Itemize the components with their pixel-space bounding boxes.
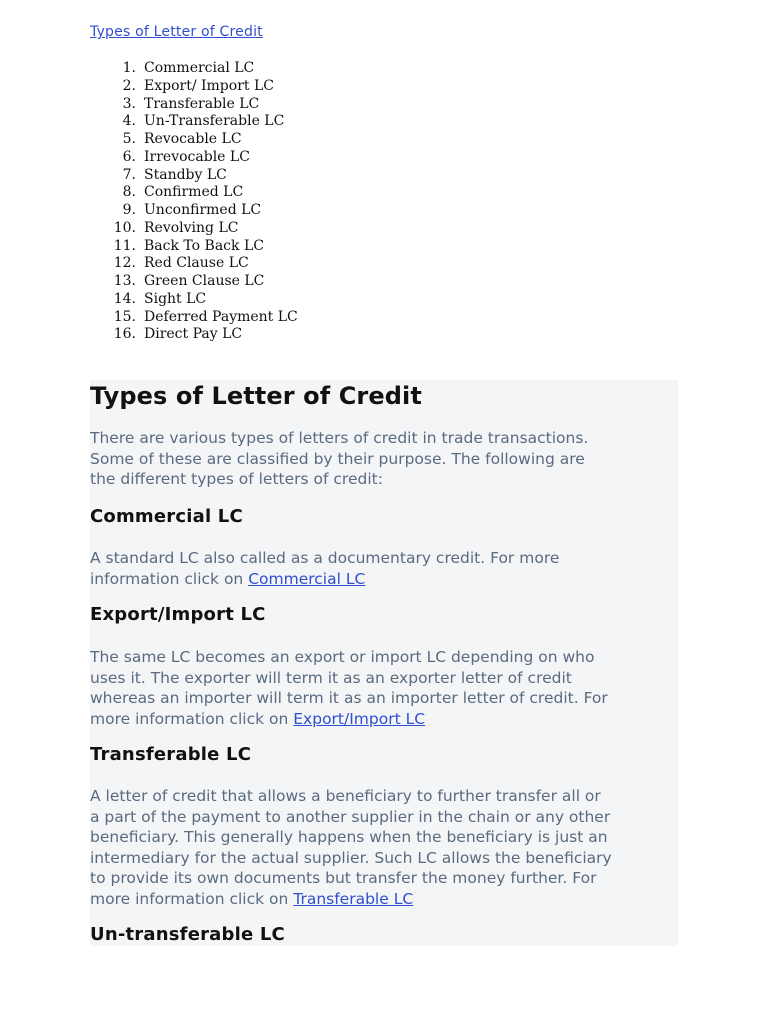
- toc-number: 13 .: [104, 273, 136, 291]
- section-paragraph-transferable-lc: [90, 786, 678, 909]
- toc-item-label: Commercial LC: [144, 60, 255, 76]
- toc-item-label: Un-Transferable LC: [144, 113, 285, 130]
- toc-item[interactable]: [104, 113, 298, 131]
- toc-item[interactable]: [104, 131, 298, 149]
- toc-item-label: Export/ Import LC: [144, 77, 274, 94]
- toc-item[interactable]: [104, 326, 298, 344]
- section-heading-export-import-lc: Export/Import LC: [90, 604, 266, 625]
- toc-item-label: Red Clause LC: [144, 255, 249, 272]
- toc-item-label: Unconfirmed LC: [144, 202, 262, 218]
- toc-number: 4 .: [104, 113, 136, 131]
- toc-item[interactable]: [104, 184, 298, 202]
- toc-item-label: Back To Back LC: [144, 237, 264, 254]
- toc-item[interactable]: [104, 202, 298, 220]
- toc-number: 7 .: [104, 167, 136, 185]
- paragraph-line: intermediary for the actual supplier. Such LC allows the beneficiary: [90, 848, 612, 867]
- intro-line: Some of these are classified by their purpose. The following are: [90, 449, 585, 468]
- paragraph-line: The same LC becomes an export or import LC depending on who: [90, 648, 595, 666]
- toc-item-label: Direct Pay LC: [144, 326, 243, 343]
- top-link-types-of-lc[interactable]: Types of Letter of Credit: [90, 24, 263, 40]
- paragraph-line: A letter of credit that allows a beneficiary to further transfer all or: [90, 787, 601, 805]
- toc-number: 9 .: [104, 202, 136, 220]
- toc-item-label: Standby LC: [144, 166, 227, 183]
- toc-number: 1 .: [104, 60, 136, 78]
- paragraph-line: a part of the payment to another supplier in the chain or any other: [90, 807, 611, 826]
- toc-item-label: Revocable LC: [144, 131, 242, 147]
- paragraph-line: more information click on: [90, 889, 294, 908]
- paragraph-line: more information click on: [90, 709, 294, 728]
- toc-item[interactable]: [104, 220, 298, 238]
- toc-item-label: Transferable LC: [144, 95, 260, 112]
- toc-number: 5 .: [104, 131, 136, 149]
- toc-item[interactable]: [104, 255, 298, 273]
- toc-list: [104, 60, 298, 344]
- toc-number: 8 .: [104, 184, 136, 202]
- toc-item-label: Revolving LC: [144, 219, 239, 236]
- paragraph-line: A standard LC also called as a documentary credit. For more: [90, 549, 560, 567]
- toc-item-label: Sight LC: [144, 290, 207, 307]
- export-import-lc-link[interactable]: Export/Import LC: [293, 709, 426, 728]
- toc-number: 10 .: [104, 220, 136, 238]
- toc-item[interactable]: [104, 167, 298, 185]
- toc-number: 16 .: [104, 326, 136, 344]
- section-heading-commercial-lc: Commercial LC: [90, 506, 243, 527]
- section-paragraph-commercial-lc: [90, 548, 678, 589]
- toc-item[interactable]: [104, 60, 298, 78]
- paragraph-line: beneficiary. This generally happens when the beneficiary is just an: [90, 828, 608, 846]
- toc-number: 2 .: [104, 78, 136, 96]
- toc-item[interactable]: [104, 238, 298, 256]
- toc-number: 14 .: [104, 291, 136, 309]
- toc-item[interactable]: [104, 78, 298, 96]
- toc-item-label: Deferred Payment LC: [144, 308, 298, 325]
- toc-number: 15 .: [104, 309, 136, 327]
- toc-item[interactable]: [104, 149, 298, 167]
- toc-item-label: Green Clause LC: [144, 273, 265, 289]
- section-paragraph-export-import-lc: [90, 647, 678, 729]
- toc-item-label: Irrevocable LC: [144, 148, 250, 165]
- paragraph-line: to provide its own documents but transfer the money further. For: [90, 869, 597, 887]
- commercial-lc-link[interactable]: Commercial LC: [248, 569, 366, 588]
- toc-item-label: Confirmed LC: [144, 184, 244, 201]
- intro-line: the different types of letters of credit:: [90, 470, 383, 488]
- toc-number: 6 .: [104, 149, 136, 167]
- intro-paragraph: [90, 428, 678, 490]
- toc-item[interactable]: [104, 96, 298, 114]
- transferable-lc-link[interactable]: Transferable LC: [293, 889, 414, 908]
- toc-item[interactable]: [104, 291, 298, 309]
- article-title: Types of Letter of Credit: [90, 382, 422, 410]
- section-heading-transferable-lc: Transferable LC: [90, 744, 252, 765]
- section-heading-un-transferable-lc: Un-transferable LC: [90, 924, 285, 945]
- toc-item[interactable]: [104, 273, 298, 291]
- intro-line: There are various types of letters of credit in trade transactions.: [90, 429, 589, 447]
- article-panel: [90, 380, 678, 946]
- paragraph-line: whereas an importer will term it as an importer letter of credit. For: [90, 689, 608, 707]
- toc-number: 11 .: [104, 238, 136, 256]
- toc-item[interactable]: [104, 309, 298, 327]
- paragraph-line: information click on: [90, 569, 249, 588]
- toc-number: 12 .: [104, 255, 136, 273]
- toc-number: 3 .: [104, 96, 136, 114]
- paragraph-line: uses it. The exporter will term it as an exporter letter of credit: [90, 668, 572, 687]
